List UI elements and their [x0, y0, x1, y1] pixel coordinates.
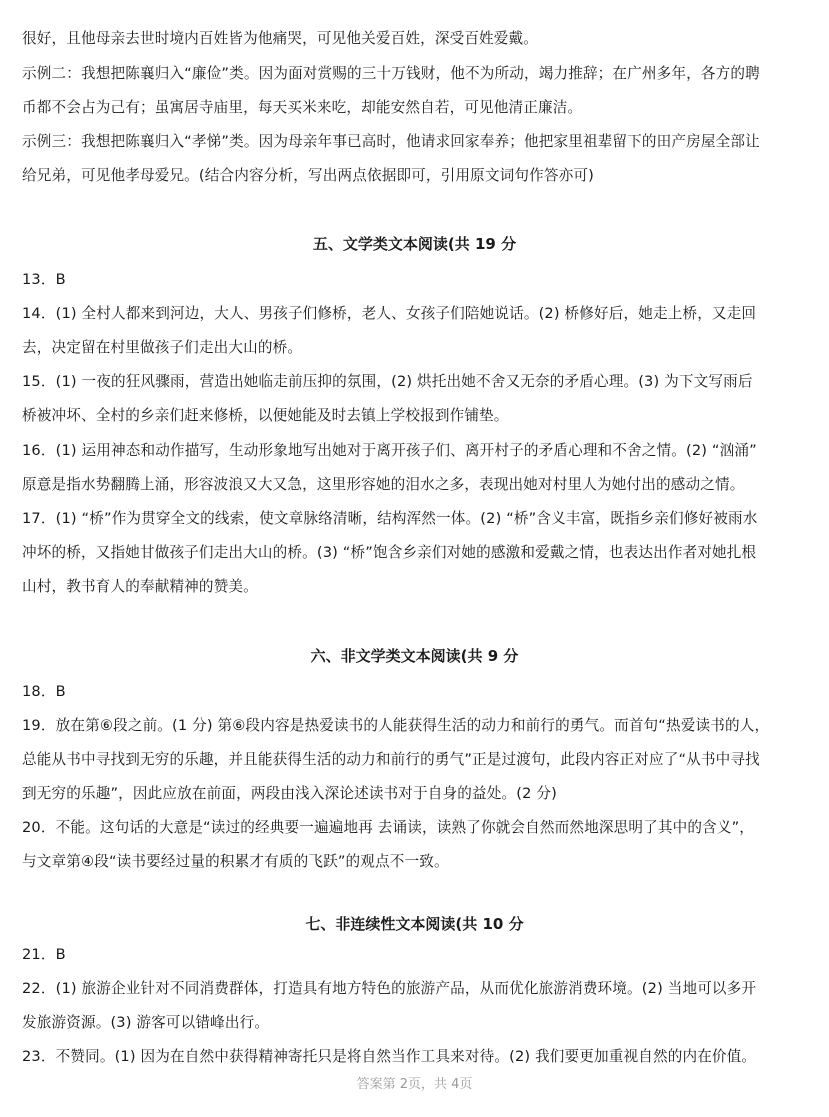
answer-line: 总能从书中寻找到无穷的乐趣，并且能获得生活的动力和前行的勇气”正是过渡句，此段内容正对应了“从书中寻找 [22, 751, 760, 768]
answer-line: 23．不赞同。(1) 因为在自然中获得精神寄托只是将自然当作工具来对待。(2) 我们要更加重视自然的内在价值。 [22, 1048, 757, 1065]
answer-line: 发旅游资源。(3) 游客可以错峰出行。 [22, 1014, 270, 1031]
answer-line: 到无穷的乐趣”，因此应放在前面，两段由浅入深论述读书对于自身的益处。(2 分) [22, 785, 557, 802]
page-footer: 答案第 2页，共 4页 [356, 1077, 473, 1092]
answer-line: 20．不能。这句话的大意是“读过的经典要一遍遍地再 去诵读，读熟了你就会自然而然地深思明了其中的含义”， [22, 819, 755, 836]
answer-line: 原意是指水势翻腾上涌，形容波浪又大又急，这里形容她的泪水之多，表现出她对村里人为她付出的感动之情。 [22, 476, 745, 493]
answer-line: 22．(1) 旅游企业针对不同消费群体，打造具有地方特色的旅游产品，从而优化旅游消费环境。(2) 当地可以多开 [22, 980, 757, 997]
answer-line: 去，决定留在村里做孩子们走出大山的桥。 [22, 339, 303, 356]
answer-line: 与文章第④段“读书要经过量的积累才有质的飞跃”的观点不一致。 [22, 853, 449, 870]
text-line: 示例二：我想把陈襄归入“廉俭”类。因为面对赏赐的三十万钱财，他不为所动，竭力推辞；在广州多年，各方的聘 [22, 65, 760, 82]
answer-line: 21．B [22, 946, 66, 963]
section-heading: 六、非文学类文本阅读(共 9 分 [310, 647, 519, 665]
answer-line: 桥被冲坏、全村的乡亲们赶来修桥，以便她能及时去镇上学校报到作铺垫。 [22, 407, 509, 424]
answer-line: 15．(1) 一夜的狂风骤雨，营造出她临走前压抑的氛围，(2) 烘托出她不舍又无奈的矛盾心理。(3) 为下文写雨后 [22, 373, 753, 390]
answer-line: 17．(1) “桥”作为贯穿全文的线索，使文章脉络清晰，结构浑然一体。(2) “桥”含义丰富，既指乡亲们修好被雨水 [22, 510, 758, 527]
section-heading: 七、非连续性文本阅读(共 10 分 [305, 915, 524, 933]
answer-line: 19．放在第⑥段之前。(1 分) 第⑥段内容是热爱读书的人能获得生活的动力和前行的勇气。而首句“热爱读书的人， [22, 717, 770, 734]
section-heading: 五、文学类文本阅读(共 19 分 [312, 235, 517, 253]
answer-line: 13．B [22, 271, 66, 288]
answer-line: 16．(1) 运用神态和动作描写，生动形象地写出她对于离开孩子们、离开村子的矛盾心理和不舍之情。(2) “汹涌” [22, 442, 757, 459]
text-line: 示例三：我想把陈襄归入“孝悌”类。因为母亲年事已高时，他请求回家奉养；他把家里祖辈留下的田产房屋全部让 [22, 133, 760, 150]
answer-line: 14．(1) 全村人都来到河边，大人、男孩子们修桥，老人、女孩子们陪她说话。(2) 桥修好后，她走上桥，又走回 [22, 305, 757, 322]
answer-line: 18．B [22, 683, 66, 700]
answer-line: 冲坏的桥，又指她甘做孩子们走出大山的桥。(3) “桥”饱含乡亲们对她的感激和爱戴之情，也表达出作者对她扎根 [22, 544, 757, 561]
text-line: 很好，且他母亲去世时境内百姓皆为他痛哭，可见他关爱百姓，深受百姓爱戴。 [22, 30, 539, 47]
text-line: 币都不会占为己有；虽寓居寺庙里，每天买米来吃，却能安然自若，可见他清正廉洁。 [22, 99, 583, 116]
text-line: 给兄弟，可见他孝母爱兄。(结合内容分析，写出两点依据即可，引用原文词句作答亦可) [22, 167, 594, 184]
answer-line: 山村，教书育人的奉献精神的赞美。 [22, 578, 258, 595]
